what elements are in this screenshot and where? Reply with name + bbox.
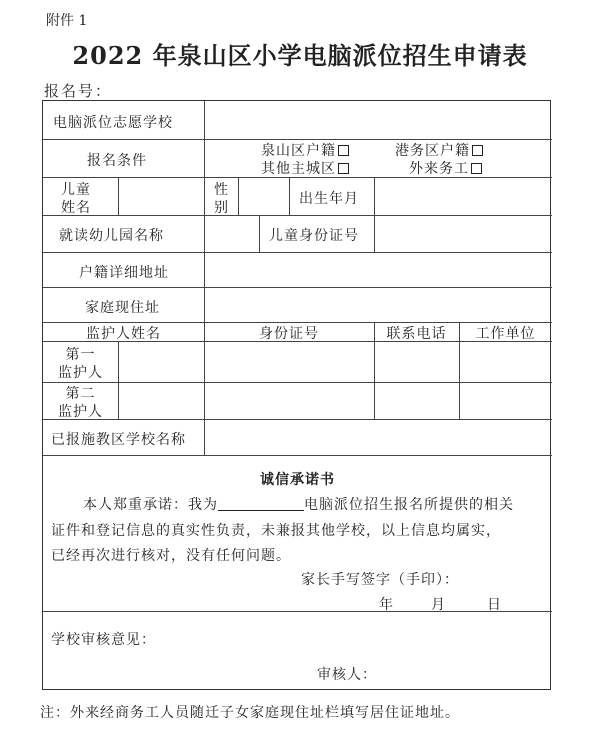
kindergarten-label: 就读幼儿园名称 — [59, 228, 164, 244]
guardian2-phone-field[interactable] — [375, 383, 458, 418]
form-title: 2022 年泉山区小学电脑派位招生申请表 — [72, 41, 528, 70]
date-year: 年 — [379, 597, 394, 613]
pledge-line-1 — [83, 494, 514, 514]
checkbox-quanshan[interactable] — [338, 145, 349, 156]
applied-school-field[interactable] — [205, 420, 551, 454]
guardian2-id-field[interactable] — [205, 383, 373, 418]
child-name-field[interactable] — [119, 178, 203, 214]
pledge-title: 诚信承诺书 — [260, 472, 335, 488]
school-review-field[interactable] — [163, 616, 548, 656]
application-form — [42, 100, 551, 690]
home-address-field[interactable] — [205, 288, 551, 321]
gender-field[interactable] — [239, 178, 288, 214]
guardian1-id-field[interactable] — [205, 342, 373, 381]
child-name-label-line2: 姓名 — [61, 200, 91, 216]
birth-date-label: 出生年月 — [299, 191, 359, 207]
pledge-line-2: 证件和登记信息的真实性负责，未兼报其他学校，以上信息均属实， — [51, 523, 501, 539]
condition-gangwu-label: 港务区户籍 — [395, 143, 470, 159]
guardian-header-id: 身份证号 — [259, 326, 319, 342]
conditions-label: 报名条件 — [87, 153, 147, 169]
guardian2-name-field[interactable] — [119, 383, 203, 418]
signature-label: 家长手写签字（手印）： — [301, 572, 459, 588]
registration-number-label: 报名号： — [44, 82, 113, 100]
guardian-header-workplace: 工作单位 — [475, 326, 536, 342]
condition-quanshan[interactable] — [261, 140, 349, 160]
school-choice-label: 电脑派位志愿学校 — [53, 115, 173, 131]
attachment-label: 附件 1 — [46, 13, 88, 29]
guardian1-phone-field[interactable] — [375, 342, 458, 381]
checkbox-gangwu[interactable] — [472, 145, 483, 156]
reviewer-label: 审核人： — [317, 667, 377, 683]
applied-school-label: 已报施教区学校名称 — [51, 432, 186, 448]
guardian2-workplace-field[interactable] — [460, 383, 551, 418]
gender-label-line1: 性 — [214, 182, 229, 198]
kindergarten-field[interactable] — [205, 216, 258, 251]
guardian2-label-line1: 第二 — [65, 386, 96, 402]
date-day: 日 — [487, 597, 502, 613]
hukou-address-field[interactable] — [205, 253, 551, 286]
footnote: 注：外来经商务工人员随迁子女家庭现住址栏填写居住证地址。 — [40, 705, 460, 721]
condition-migrant-label: 外来务工 — [409, 161, 469, 177]
pledge-line-1a: 本人郑重承诺：我为 — [83, 497, 218, 513]
child-name-label-line1: 儿童 — [61, 182, 91, 198]
school-review-label: 学校审核意见： — [51, 632, 156, 648]
child-id-field[interactable] — [375, 216, 551, 251]
guardian2-label-line2: 监护人 — [58, 404, 103, 420]
checkbox-other-urban[interactable] — [338, 163, 349, 174]
condition-quanshan-label: 泉山区户籍 — [261, 143, 336, 159]
guardian1-label-line1: 第一 — [65, 347, 96, 363]
home-address-label: 家庭现住址 — [85, 300, 160, 316]
hukou-address-label: 户籍详细地址 — [79, 265, 169, 281]
child-id-label: 儿童身份证号 — [269, 228, 359, 244]
condition-gangwu[interactable] — [395, 140, 483, 160]
pledge-line-3: 已经再次进行核对，没有任何问题。 — [51, 548, 291, 564]
date-month: 月 — [431, 597, 446, 613]
checkbox-migrant[interactable] — [471, 163, 482, 174]
school-choice-field[interactable] — [205, 102, 551, 138]
guardian1-workplace-field[interactable] — [460, 342, 551, 381]
guardian1-name-field[interactable] — [119, 342, 203, 381]
child-name-blank[interactable] — [218, 496, 304, 511]
guardian-header-name: 监护人姓名 — [86, 326, 161, 342]
condition-other-urban-label: 其他主城区 — [261, 161, 336, 177]
condition-other-urban[interactable] — [261, 158, 349, 178]
gender-label-line2: 别 — [214, 200, 229, 216]
guardian1-label-line2: 监护人 — [58, 365, 103, 381]
condition-migrant[interactable] — [409, 158, 482, 178]
birth-date-field[interactable] — [375, 178, 551, 214]
guardian-header-phone: 联系电话 — [386, 326, 447, 342]
pledge-line-1b: 电脑派位招生报名所提供的相关 — [304, 497, 514, 513]
